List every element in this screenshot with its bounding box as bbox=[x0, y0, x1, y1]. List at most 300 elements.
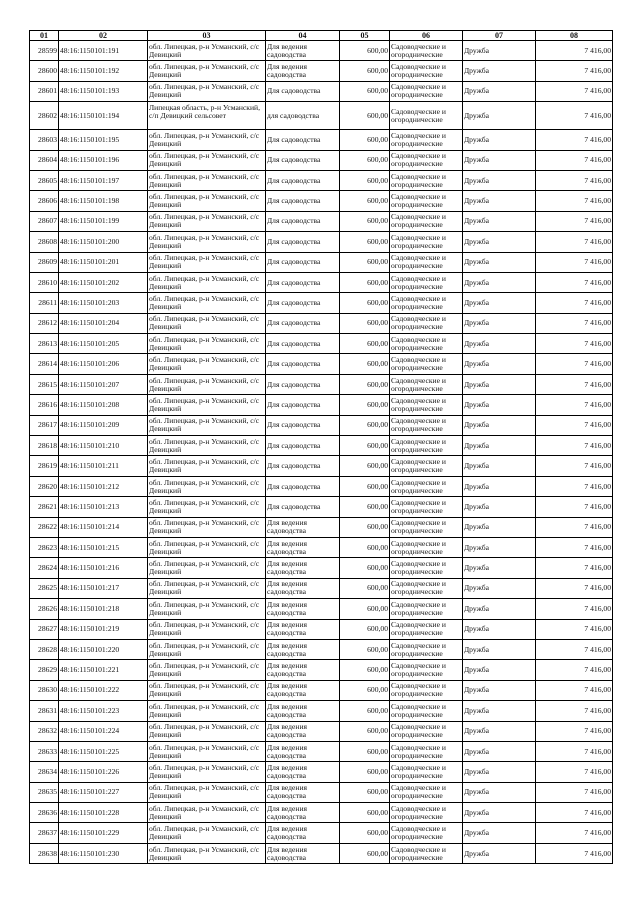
cadastral-number-cell: 48:16:1150101:202 bbox=[59, 272, 148, 292]
land-use-cell: Для ведения садоводства bbox=[266, 782, 340, 802]
cadastral-number-cell: 48:16:1150101:197 bbox=[59, 170, 148, 190]
category-cell bbox=[390, 211, 463, 231]
address-cell-text: обл. Липецкая, р-н Усманский, с/с Девицкий bbox=[149, 63, 260, 80]
cadastral-value-cell: 7 416,00 bbox=[536, 701, 613, 721]
area-cell: 600,00 bbox=[340, 456, 390, 476]
land-use-cell: Для ведения садоводства bbox=[266, 721, 340, 741]
area-cell: 600,00 bbox=[340, 558, 390, 578]
category-cell-text: Садоводческие и огороднические bbox=[391, 356, 446, 373]
address-cell bbox=[148, 619, 266, 639]
association-name-cell: Дружба bbox=[463, 232, 536, 252]
category-cell-text: Садоводческие и огороднические bbox=[391, 335, 446, 352]
row-number-cell: 28603 bbox=[30, 130, 59, 150]
row-number-cell: 28636 bbox=[30, 803, 59, 823]
address-cell-text: обл. Липецкая, р-н Усманский, с/с Девицкий bbox=[149, 702, 260, 719]
row-number-cell: 28627 bbox=[30, 619, 59, 639]
address-cell-text: обл. Липецкая, р-н Усманский, с/с Девицкий bbox=[149, 825, 260, 842]
association-name-cell: Дружба bbox=[463, 741, 536, 761]
address-cell-text: обл. Липецкая, р-н Усманский, с/с Девицкий bbox=[149, 621, 260, 638]
address-cell bbox=[148, 395, 266, 415]
land-use-cell: Для ведения садоводства bbox=[266, 558, 340, 578]
table-row bbox=[30, 660, 613, 680]
cadastral-value-cell: 7 416,00 bbox=[536, 639, 613, 659]
category-cell bbox=[390, 660, 463, 680]
row-number-cell: 28606 bbox=[30, 191, 59, 211]
association-name-cell: Дружба bbox=[463, 762, 536, 782]
area-cell: 600,00 bbox=[340, 354, 390, 374]
address-cell bbox=[148, 741, 266, 761]
cadastral-number-cell: 48:16:1150101:227 bbox=[59, 782, 148, 802]
category-cell bbox=[390, 497, 463, 517]
category-cell-text: Садоводческие и огороднические bbox=[391, 539, 446, 556]
area-cell: 600,00 bbox=[340, 721, 390, 741]
category-cell-text: Садоводческие и огороднические bbox=[391, 458, 446, 475]
table-row bbox=[30, 252, 613, 272]
cadastral-number-cell: 48:16:1150101:230 bbox=[59, 843, 148, 863]
land-use-cell: Для садоводства bbox=[266, 313, 340, 333]
cadastral-number-cell: 48:16:1150101:217 bbox=[59, 578, 148, 598]
table-row bbox=[30, 102, 613, 130]
category-cell-text: Садоводческие и огороднические bbox=[391, 784, 446, 801]
address-cell-text: обл. Липецкая, р-н Усманский, с/с Девицкий bbox=[149, 845, 260, 862]
area-cell: 600,00 bbox=[340, 497, 390, 517]
cadastral-value-cell: 7 416,00 bbox=[536, 619, 613, 639]
address-cell-text: обл. Липецкая, р-н Усманский, с/с Девицкий bbox=[149, 498, 260, 515]
table-row bbox=[30, 843, 613, 863]
category-cell bbox=[390, 395, 463, 415]
table-row bbox=[30, 150, 613, 170]
area-cell: 600,00 bbox=[340, 762, 390, 782]
category-cell bbox=[390, 782, 463, 802]
table-row bbox=[30, 721, 613, 741]
cadastral-value-cell: 7 416,00 bbox=[536, 150, 613, 170]
land-use-cell: Для садоводства bbox=[266, 415, 340, 435]
area-cell: 600,00 bbox=[340, 81, 390, 101]
row-number-cell: 28629 bbox=[30, 660, 59, 680]
cadastral-value-cell: 7 416,00 bbox=[536, 741, 613, 761]
category-cell-text: Садоводческие и огороднические bbox=[391, 804, 446, 821]
table-row bbox=[30, 395, 613, 415]
category-cell bbox=[390, 415, 463, 435]
address-cell bbox=[148, 823, 266, 843]
land-use-cell: Для садоводства bbox=[266, 456, 340, 476]
cadastral-value-cell: 7 416,00 bbox=[536, 660, 613, 680]
address-cell-text: обл. Липецкая, р-н Усманский, с/с Девицкий bbox=[149, 396, 260, 413]
address-cell-text: обл. Липецкая, р-н Усманский, с/с Девицкий bbox=[149, 233, 260, 250]
address-cell-text: обл. Липецкая, р-н Усманский, с/с Девицкий bbox=[149, 784, 260, 801]
category-cell bbox=[390, 619, 463, 639]
category-cell-text: Садоводческие и огороднические bbox=[391, 743, 446, 760]
table-row bbox=[30, 354, 613, 374]
land-use-cell: Для садоводства bbox=[266, 436, 340, 456]
table-row bbox=[30, 619, 613, 639]
land-use-cell: Для садоводства bbox=[266, 497, 340, 517]
address-cell-text: обл. Липецкая, р-н Усманский, с/с Девицкий bbox=[149, 763, 260, 780]
category-cell bbox=[390, 334, 463, 354]
category-cell-text: Садоводческие и огороднические bbox=[391, 682, 446, 699]
row-number-cell: 28605 bbox=[30, 170, 59, 190]
table-row bbox=[30, 680, 613, 700]
cadastral-number-cell: 48:16:1150101:206 bbox=[59, 354, 148, 374]
cadastral-number-cell: 48:16:1150101:200 bbox=[59, 232, 148, 252]
association-name-cell: Дружба bbox=[463, 81, 536, 101]
association-name-cell: Дружба bbox=[463, 639, 536, 659]
category-cell-text: Садоводческие и огороднические bbox=[391, 641, 446, 658]
area-cell: 600,00 bbox=[340, 415, 390, 435]
table-row bbox=[30, 497, 613, 517]
area-cell: 600,00 bbox=[340, 782, 390, 802]
cadastral-number-cell: 48:16:1150101:198 bbox=[59, 191, 148, 211]
cadastral-value-cell: 7 416,00 bbox=[536, 232, 613, 252]
land-use-cell: Для ведения садоводства bbox=[266, 803, 340, 823]
table-row bbox=[30, 61, 613, 81]
association-name-cell: Дружба bbox=[463, 170, 536, 190]
cadastral-value-cell: 7 416,00 bbox=[536, 272, 613, 292]
cadastral-value-cell: 7 416,00 bbox=[536, 476, 613, 496]
address-cell bbox=[148, 578, 266, 598]
category-cell bbox=[390, 272, 463, 292]
area-cell: 600,00 bbox=[340, 537, 390, 557]
cadastral-number-cell: 48:16:1150101:211 bbox=[59, 456, 148, 476]
association-name-cell: Дружба bbox=[463, 843, 536, 863]
address-cell-text: обл. Липецкая, р-н Усманский, с/с Девицкий bbox=[149, 294, 260, 311]
association-name-cell: Дружба bbox=[463, 395, 536, 415]
category-cell bbox=[390, 354, 463, 374]
association-name-cell: Дружба bbox=[463, 680, 536, 700]
land-use-cell: для садоводства bbox=[266, 102, 340, 130]
category-cell-text: Садоводческие и огороднические bbox=[391, 131, 446, 148]
area-cell: 600,00 bbox=[340, 619, 390, 639]
address-cell-text: обл. Липецкая, р-н Усманский, с/с Девицкий bbox=[149, 274, 260, 291]
address-cell bbox=[148, 701, 266, 721]
category-cell-text: Садоводческие и огороднические bbox=[391, 233, 446, 250]
table-row bbox=[30, 313, 613, 333]
association-name-cell: Дружба bbox=[463, 476, 536, 496]
category-cell-text: Садоводческие и огороднические bbox=[391, 763, 446, 780]
land-use-cell: Для садоводства bbox=[266, 334, 340, 354]
address-cell bbox=[148, 660, 266, 680]
area-cell: 600,00 bbox=[340, 803, 390, 823]
area-cell: 600,00 bbox=[340, 517, 390, 537]
association-name-cell: Дружба bbox=[463, 354, 536, 374]
table-row bbox=[30, 782, 613, 802]
category-cell-text: Садоводческие и огороднические bbox=[391, 254, 446, 271]
cadastral-number-cell: 48:16:1150101:208 bbox=[59, 395, 148, 415]
category-cell-text: Садоводческие и огороднические bbox=[391, 702, 446, 719]
category-cell-text: Садоводческие и огороднические bbox=[391, 662, 446, 679]
cadastral-number-cell: 48:16:1150101:194 bbox=[59, 102, 148, 130]
table-row bbox=[30, 741, 613, 761]
cadastral-number-cell: 48:16:1150101:196 bbox=[59, 150, 148, 170]
land-use-cell: Для ведения садоводства bbox=[266, 537, 340, 557]
address-cell bbox=[148, 293, 266, 313]
row-number-cell: 28609 bbox=[30, 252, 59, 272]
land-use-cell: Для ведения садоводства bbox=[266, 41, 340, 61]
area-cell: 600,00 bbox=[340, 476, 390, 496]
table-row bbox=[30, 334, 613, 354]
address-cell-text: обл. Липецкая, р-н Усманский, с/с Девицкий bbox=[149, 600, 260, 617]
cadastral-number-cell: 48:16:1150101:192 bbox=[59, 61, 148, 81]
category-cell-text: Садоводческие и огороднические bbox=[391, 315, 446, 332]
row-number-cell: 28623 bbox=[30, 537, 59, 557]
row-number-cell: 28615 bbox=[30, 374, 59, 394]
land-use-cell: Для ведения садоводства bbox=[266, 843, 340, 863]
land-use-cell: Для ведения садоводства bbox=[266, 578, 340, 598]
category-cell bbox=[390, 102, 463, 130]
association-name-cell: Дружба bbox=[463, 782, 536, 802]
category-cell-text: Садоводческие и огороднические bbox=[391, 417, 446, 434]
association-name-cell: Дружба bbox=[463, 456, 536, 476]
category-cell bbox=[390, 456, 463, 476]
cadastral-number-cell: 48:16:1150101:195 bbox=[59, 130, 148, 150]
land-use-cell: Для ведения садоводства bbox=[266, 680, 340, 700]
address-cell bbox=[148, 354, 266, 374]
land-use-cell: Для садоводства bbox=[266, 232, 340, 252]
category-cell-text: Садоводческие и огороднические bbox=[391, 621, 446, 638]
address-cell bbox=[148, 639, 266, 659]
category-cell-text: Садоводческие и огороднические bbox=[391, 437, 446, 454]
association-name-cell: Дружба bbox=[463, 660, 536, 680]
category-cell-text: Садоводческие и огороднические bbox=[391, 519, 446, 536]
row-number-cell: 28601 bbox=[30, 81, 59, 101]
row-number-cell: 28635 bbox=[30, 782, 59, 802]
category-cell-text: Садоводческие и огороднические bbox=[391, 723, 446, 740]
category-cell-text: Садоводческие и огороднические bbox=[391, 107, 446, 124]
area-cell: 600,00 bbox=[340, 741, 390, 761]
cadastral-number-cell: 48:16:1150101:213 bbox=[59, 497, 148, 517]
address-cell-text: обл. Липецкая, р-н Усманский, с/с Девицкий bbox=[149, 662, 260, 679]
category-cell-text: Садоводческие и огороднические bbox=[391, 580, 446, 597]
address-cell bbox=[148, 191, 266, 211]
category-cell bbox=[390, 721, 463, 741]
land-use-cell: Для садоводства bbox=[266, 252, 340, 272]
address-cell-text: обл. Липецкая, р-н Усманский, с/с Девицкий bbox=[149, 213, 260, 230]
category-cell-text: Садоводческие и огороднические bbox=[391, 83, 446, 100]
cadastral-value-cell: 7 416,00 bbox=[536, 81, 613, 101]
address-cell bbox=[148, 558, 266, 578]
cadastral-value-cell: 7 416,00 bbox=[536, 61, 613, 81]
association-name-cell: Дружба bbox=[463, 313, 536, 333]
category-cell bbox=[390, 130, 463, 150]
association-name-cell: Дружба bbox=[463, 599, 536, 619]
cadastral-number-cell: 48:16:1150101:224 bbox=[59, 721, 148, 741]
column-header: 02 bbox=[59, 31, 148, 41]
cadastral-value-cell: 7 416,00 bbox=[536, 497, 613, 517]
column-header: 07 bbox=[463, 31, 536, 41]
table-row bbox=[30, 41, 613, 61]
address-cell-text: обл. Липецкая, р-н Усманский, с/с Девицкий bbox=[149, 335, 260, 352]
category-cell-text: Садоводческие и огороднические bbox=[391, 845, 446, 862]
land-use-cell: Для садоводства bbox=[266, 150, 340, 170]
area-cell: 600,00 bbox=[340, 660, 390, 680]
address-cell bbox=[148, 102, 266, 130]
row-number-cell: 28613 bbox=[30, 334, 59, 354]
address-cell bbox=[148, 313, 266, 333]
category-cell bbox=[390, 762, 463, 782]
address-cell-text: обл. Липецкая, р-н Усманский, с/с Девицкий bbox=[149, 42, 260, 59]
land-use-cell: Для садоводства bbox=[266, 81, 340, 101]
area-cell: 600,00 bbox=[340, 436, 390, 456]
column-header: 08 bbox=[536, 31, 613, 41]
category-cell-text: Садоводческие и огороднические bbox=[391, 274, 446, 291]
cadastral-number-cell: 48:16:1150101:193 bbox=[59, 81, 148, 101]
area-cell: 600,00 bbox=[340, 191, 390, 211]
cadastral-value-cell: 7 416,00 bbox=[536, 803, 613, 823]
table-row bbox=[30, 762, 613, 782]
row-number-cell: 28630 bbox=[30, 680, 59, 700]
association-name-cell: Дружба bbox=[463, 701, 536, 721]
land-use-cell: Для ведения садоводства bbox=[266, 762, 340, 782]
table-row bbox=[30, 130, 613, 150]
row-number-cell: 28607 bbox=[30, 211, 59, 231]
table-row bbox=[30, 293, 613, 313]
category-cell bbox=[390, 41, 463, 61]
category-cell bbox=[390, 374, 463, 394]
column-header: 04 bbox=[266, 31, 340, 41]
address-cell bbox=[148, 130, 266, 150]
land-use-cell: Для ведения садоводства bbox=[266, 660, 340, 680]
address-cell-text: обл. Липецкая, р-н Усманский, с/с Девицкий bbox=[149, 131, 260, 148]
table-row bbox=[30, 436, 613, 456]
association-name-cell: Дружба bbox=[463, 293, 536, 313]
table-row bbox=[30, 558, 613, 578]
cadastral-value-cell: 7 416,00 bbox=[536, 456, 613, 476]
area-cell: 600,00 bbox=[340, 374, 390, 394]
land-use-cell: Для ведения садоводства bbox=[266, 599, 340, 619]
address-cell bbox=[148, 843, 266, 863]
row-number-cell: 28604 bbox=[30, 150, 59, 170]
table-row bbox=[30, 803, 613, 823]
association-name-cell: Дружба bbox=[463, 61, 536, 81]
address-cell-text: обл. Липецкая, р-н Усманский, с/с Девицкий bbox=[149, 743, 260, 760]
association-name-cell: Дружба bbox=[463, 334, 536, 354]
area-cell: 600,00 bbox=[340, 170, 390, 190]
document-page bbox=[29, 30, 612, 864]
land-use-cell: Для садоводства bbox=[266, 130, 340, 150]
cadastral-value-cell: 7 416,00 bbox=[536, 334, 613, 354]
address-cell bbox=[148, 599, 266, 619]
address-cell bbox=[148, 476, 266, 496]
row-number-cell: 28626 bbox=[30, 599, 59, 619]
cadastral-number-cell: 48:16:1150101:219 bbox=[59, 619, 148, 639]
cadastral-number-cell: 48:16:1150101:229 bbox=[59, 823, 148, 843]
address-cell bbox=[148, 232, 266, 252]
address-cell-text: обл. Липецкая, р-н Усманский, с/с Девицкий bbox=[149, 682, 260, 699]
address-cell-text: обл. Липецкая, р-н Усманский, с/с Девицкий bbox=[149, 458, 260, 475]
category-cell bbox=[390, 436, 463, 456]
cadastral-number-cell: 48:16:1150101:223 bbox=[59, 701, 148, 721]
address-cell bbox=[148, 436, 266, 456]
address-cell bbox=[148, 782, 266, 802]
row-number-cell: 28610 bbox=[30, 272, 59, 292]
address-cell-text: обл. Липецкая, р-н Усманский, с/с Девицкий bbox=[149, 437, 260, 454]
area-cell: 600,00 bbox=[340, 313, 390, 333]
land-use-cell: Для садоводства bbox=[266, 170, 340, 190]
address-cell-text: обл. Липецкая, р-н Усманский, с/с Девицкий bbox=[149, 478, 260, 495]
cadastral-value-cell: 7 416,00 bbox=[536, 130, 613, 150]
area-cell: 600,00 bbox=[340, 680, 390, 700]
category-cell-text: Садоводческие и огороднические bbox=[391, 213, 446, 230]
association-name-cell: Дружба bbox=[463, 578, 536, 598]
area-cell: 600,00 bbox=[340, 41, 390, 61]
cadastral-number-cell: 48:16:1150101:212 bbox=[59, 476, 148, 496]
address-cell bbox=[148, 41, 266, 61]
category-cell bbox=[390, 823, 463, 843]
address-cell-text: Липецкая область, р-н Усманский, с/п Девицкий сельсовет bbox=[149, 103, 261, 120]
category-cell bbox=[390, 252, 463, 272]
address-cell bbox=[148, 721, 266, 741]
row-number-cell: 28608 bbox=[30, 232, 59, 252]
association-name-cell: Дружба bbox=[463, 436, 536, 456]
category-cell bbox=[390, 170, 463, 190]
area-cell: 600,00 bbox=[340, 639, 390, 659]
column-header: 06 bbox=[390, 31, 463, 41]
cadastral-value-cell: 7 416,00 bbox=[536, 578, 613, 598]
address-cell bbox=[148, 762, 266, 782]
cadastral-number-cell: 48:16:1150101:204 bbox=[59, 313, 148, 333]
association-name-cell: Дружба bbox=[463, 619, 536, 639]
category-cell-text: Садоводческие и огороднические bbox=[391, 172, 446, 189]
area-cell: 600,00 bbox=[340, 252, 390, 272]
table-body bbox=[30, 41, 613, 864]
address-cell-text: обл. Липецкая, р-н Усманский, с/с Девицкий bbox=[149, 723, 260, 740]
association-name-cell: Дружба bbox=[463, 517, 536, 537]
address-cell bbox=[148, 211, 266, 231]
cadastral-number-cell: 48:16:1150101:222 bbox=[59, 680, 148, 700]
category-cell bbox=[390, 232, 463, 252]
address-cell-text: обл. Липецкая, р-н Усманский, с/с Девицкий bbox=[149, 560, 260, 577]
area-cell: 600,00 bbox=[340, 102, 390, 130]
row-number-cell: 28624 bbox=[30, 558, 59, 578]
table-row bbox=[30, 374, 613, 394]
cadastral-value-cell: 7 416,00 bbox=[536, 252, 613, 272]
address-cell-text: обл. Липецкая, р-н Усманский, с/с Девицкий bbox=[149, 315, 260, 332]
land-use-cell: Для садоводства bbox=[266, 293, 340, 313]
address-cell-text: обл. Липецкая, р-н Усманский, с/с Девицкий bbox=[149, 417, 260, 434]
row-number-cell: 28614 bbox=[30, 354, 59, 374]
cadastral-value-cell: 7 416,00 bbox=[536, 537, 613, 557]
cadastral-value-cell: 7 416,00 bbox=[536, 721, 613, 741]
association-name-cell: Дружба bbox=[463, 130, 536, 150]
cadastral-number-cell: 48:16:1150101:210 bbox=[59, 436, 148, 456]
association-name-cell: Дружба bbox=[463, 374, 536, 394]
cadastral-number-cell: 48:16:1150101:221 bbox=[59, 660, 148, 680]
row-number-cell: 28617 bbox=[30, 415, 59, 435]
category-cell-text: Садоводческие и огороднические bbox=[391, 560, 446, 577]
category-cell bbox=[390, 517, 463, 537]
cadastral-value-cell: 7 416,00 bbox=[536, 782, 613, 802]
table-row bbox=[30, 170, 613, 190]
cadastral-number-cell: 48:16:1150101:207 bbox=[59, 374, 148, 394]
address-cell bbox=[148, 170, 266, 190]
row-number-cell: 28625 bbox=[30, 578, 59, 598]
row-number-cell: 28619 bbox=[30, 456, 59, 476]
land-use-cell: Для ведения садоводства bbox=[266, 701, 340, 721]
table-row bbox=[30, 415, 613, 435]
cadastral-number-cell: 48:16:1150101:205 bbox=[59, 334, 148, 354]
row-number-cell: 28632 bbox=[30, 721, 59, 741]
category-cell-text: Садоводческие и огороднические bbox=[391, 600, 446, 617]
address-cell-text: обл. Липецкая, р-н Усманский, с/с Девицкий bbox=[149, 804, 260, 821]
category-cell-text: Садоводческие и огороднические bbox=[391, 498, 446, 515]
table-row bbox=[30, 456, 613, 476]
category-cell bbox=[390, 803, 463, 823]
address-cell bbox=[148, 81, 266, 101]
area-cell: 600,00 bbox=[340, 395, 390, 415]
row-number-cell: 28612 bbox=[30, 313, 59, 333]
association-name-cell: Дружба bbox=[463, 558, 536, 578]
cadastral-value-cell: 7 416,00 bbox=[536, 415, 613, 435]
